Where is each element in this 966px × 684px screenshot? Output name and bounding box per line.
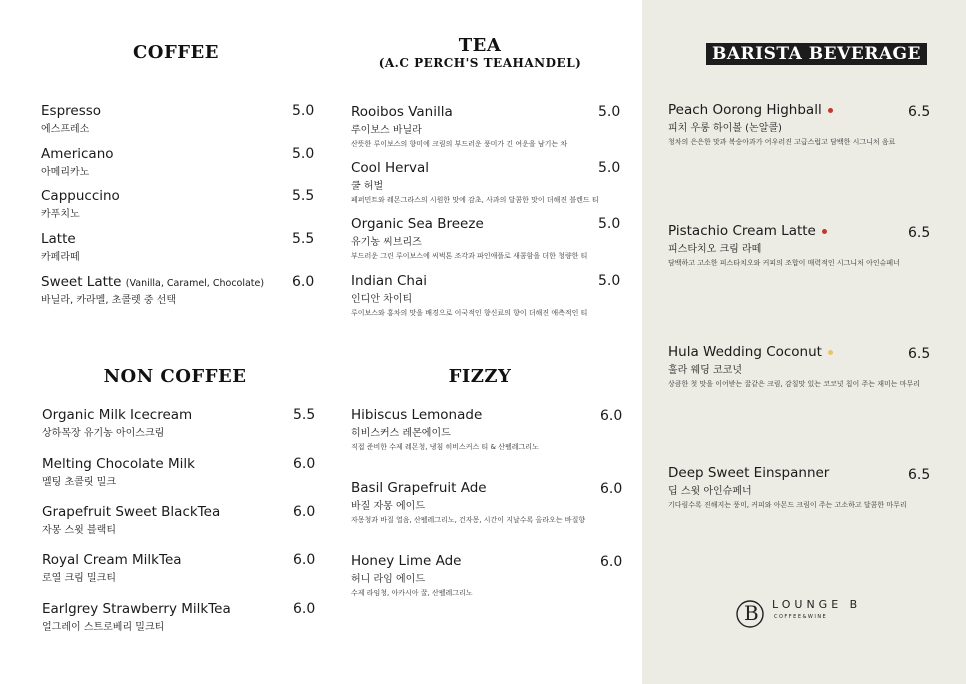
- signature-dot-icon: [828, 350, 833, 355]
- item-name: Organic Milk Icecream: [42, 407, 193, 423]
- menu-item: [351, 273, 587, 318]
- item-description: 산뜻한 루이보스의 향미에 크림의 부드러운 풍미가 긴 여운을 남기는 차: [351, 140, 568, 148]
- barista-heading: BARISTA BEVERAGE: [706, 43, 927, 65]
- menu-item: [668, 465, 907, 510]
- item-price: 6.0: [600, 481, 623, 497]
- item-name: Rooibos Vanilla: [351, 104, 453, 120]
- coffee-heading: COFFEE: [132, 42, 219, 63]
- item-name: [668, 223, 900, 239]
- item-korean-name: 에스프레소: [41, 124, 90, 135]
- item-korean-name: 멜팅 초콜릿 밀크: [42, 477, 116, 488]
- item-korean-name: 카푸치노: [41, 209, 80, 220]
- item-korean-name: 루이보스 바닐라: [351, 125, 422, 136]
- item-description: 수제 라임청, 아카시아 꿀, 산펠레그리노: [351, 589, 473, 597]
- logo-tagline: COFFEE&WINE: [774, 614, 828, 620]
- item-name: [668, 102, 895, 118]
- item-korean-name: 바닐라, 카라멜, 초콜렛 중 선택: [41, 295, 176, 306]
- item-name: Melting Chocolate Milk: [42, 456, 195, 472]
- item-korean-name: 허니 라임 에이드: [351, 574, 425, 585]
- signature-dot-icon: [828, 108, 833, 113]
- item-description: 직접 준비한 수제 레몬청, 냉침 히비스커스 티 & 산펠레그리노: [351, 443, 539, 451]
- menu-item: [41, 274, 264, 306]
- logo-name: LOUNGE B: [772, 598, 862, 611]
- menu-item: [351, 407, 539, 452]
- item-price: 6.5: [908, 104, 931, 120]
- item-price: 6.0: [293, 552, 316, 568]
- item-korean-name: 자몽 스윗 블랙티: [42, 525, 116, 536]
- item-name: Basil Grapefruit Ade: [351, 480, 487, 496]
- menu-item: [668, 223, 900, 268]
- item-name: Deep Sweet Einspanner: [668, 465, 830, 481]
- tea-heading: TEA: [458, 35, 502, 56]
- item-korean-name: 유기농 씨브리즈: [351, 237, 422, 248]
- item-korean-name: 카페라떼: [41, 252, 80, 263]
- item-name: Hibiscus Lemonade: [351, 407, 483, 423]
- item-korean-name: 피스타치오 크림 라떼: [668, 244, 762, 255]
- item-price: 6.5: [908, 225, 931, 241]
- menu-item: [42, 407, 192, 439]
- menu-item: [42, 552, 182, 584]
- item-korean-name: 훌라 웨딩 코코넛: [668, 365, 742, 376]
- signature-dot-icon: [822, 229, 827, 234]
- item-description: 자몽청과 바질 열음, 산펠레그리노, 건자몽, 시간이 지날수록 올라오는 바질향: [351, 516, 586, 524]
- item-korean-name: 피치 우롱 하이볼 (논알콜): [668, 123, 782, 134]
- menu-item: [351, 104, 567, 149]
- logo-letter: B: [744, 601, 759, 625]
- item-price: 5.5: [293, 407, 316, 423]
- item-name: [41, 274, 264, 290]
- item-price: 6.0: [600, 408, 623, 424]
- menu-item: [41, 231, 80, 263]
- menu-item: [41, 188, 120, 220]
- menu-item: [42, 456, 195, 488]
- item-korean-name: 히비스커스 레몬에이드: [351, 428, 451, 439]
- item-description: 담백하고 고소한 피스타치오와 커피의 조합이 매력적인 시그니처 아인슈페너: [668, 259, 900, 267]
- menu-item: [351, 160, 599, 205]
- item-name: Cool Herval: [351, 160, 430, 176]
- item-price: 6.0: [292, 274, 315, 290]
- item-price: 5.0: [598, 273, 621, 289]
- item-name: Royal Cream MilkTea: [42, 552, 182, 568]
- item-name-text: Peach Oorong Highball: [668, 102, 822, 118]
- item-price: 5.0: [292, 103, 315, 119]
- item-description: 기다림수록 진해지는 풍미, 커피와 아몬드 크림이 주는 고소하고 달콤한 마무리: [668, 501, 907, 509]
- menu-item: [42, 504, 220, 536]
- item-name: Honey Lime Ade: [351, 553, 462, 569]
- item-description: 루이보스와 홍차의 맛을 배경으로 이국적인 향신료의 향이 더해진 애측적인 티: [351, 309, 588, 317]
- item-name: [668, 344, 920, 360]
- item-name-text: Hula Wedding Coconut: [668, 344, 822, 360]
- item-description: 청차의 은은한 맛과 복숭아과가 어우러진 고급스럽고 담백한 시그니처 음료: [668, 138, 896, 146]
- item-price: 6.0: [293, 456, 316, 472]
- item-price: 6.5: [908, 467, 931, 483]
- item-price: 5.0: [598, 160, 621, 176]
- item-korean-name: 딥 스윗 아인슈페너: [668, 486, 752, 497]
- item-price: 6.0: [293, 601, 316, 617]
- item-price: 6.0: [600, 554, 623, 570]
- menu-item: [668, 344, 920, 389]
- menu-item: [41, 146, 114, 178]
- item-price: 6.5: [908, 346, 931, 362]
- item-price: 5.0: [292, 146, 315, 162]
- lounge-b-logo-icon: [734, 590, 864, 632]
- menu-item: [351, 480, 585, 525]
- item-option: (Vanilla, Caramel, Chocolate): [125, 278, 265, 289]
- menu-item: [42, 601, 231, 633]
- item-name: Cappuccino: [41, 188, 120, 204]
- item-price: 6.0: [293, 504, 316, 520]
- item-price: 5.5: [292, 231, 315, 247]
- item-name: Indian Chai: [351, 273, 427, 289]
- menu-item: [41, 103, 101, 135]
- item-korean-name: 바질 자몽 에이드: [351, 501, 425, 512]
- item-name: Espresso: [41, 103, 102, 119]
- item-name: Latte: [41, 231, 76, 247]
- item-price: 5.0: [598, 104, 621, 120]
- item-korean-name: 아메리카노: [41, 167, 90, 178]
- non-coffee-heading: NON COFFEE: [103, 366, 247, 387]
- item-name: Americano: [41, 146, 114, 162]
- item-korean-name: 로열 크림 밀크티: [42, 573, 116, 584]
- fizzy-heading: FIZZY: [448, 366, 512, 387]
- item-name: Grapefruit Sweet BlackTea: [42, 504, 221, 520]
- menu-item: [668, 102, 895, 147]
- item-name: Organic Sea Breeze: [351, 216, 484, 232]
- item-description: 상큼한 첫 맛을 이어받는 꿀같은 크림, 감칠맛 있는 코코넛 칩이 주는 재미는 마무리: [668, 380, 921, 388]
- menu-item: [351, 216, 587, 261]
- tea-subheading: (A.C PERCH'S TEAHANDEL): [378, 56, 582, 70]
- item-korean-name: 얼그레이 스트로베리 밀크티: [42, 622, 165, 633]
- item-name-text: Sweet Latte: [41, 274, 122, 290]
- item-korean-name: 상하목장 유기농 아이스크림: [42, 428, 165, 439]
- item-price: 5.0: [598, 216, 621, 232]
- item-description: 페퍼민트와 레몬그라스의 시원한 맛에 감초, 사과의 달콤한 맛이 더해진 블렌드 티: [351, 196, 599, 204]
- item-name: Earlgrey Strawberry MilkTea: [42, 601, 231, 617]
- item-korean-name: 인디안 차이티: [351, 294, 413, 305]
- item-price: 5.5: [292, 188, 315, 204]
- item-korean-name: 쿨 허벌: [351, 181, 384, 192]
- menu-item: [351, 553, 473, 598]
- item-description: 부드러운 그린 루이보스에 씨벅톤 조각과 파인애플로 새콤함을 더한 청량한 티: [351, 252, 588, 260]
- item-name-text: Pistachio Cream Latte: [668, 223, 816, 239]
